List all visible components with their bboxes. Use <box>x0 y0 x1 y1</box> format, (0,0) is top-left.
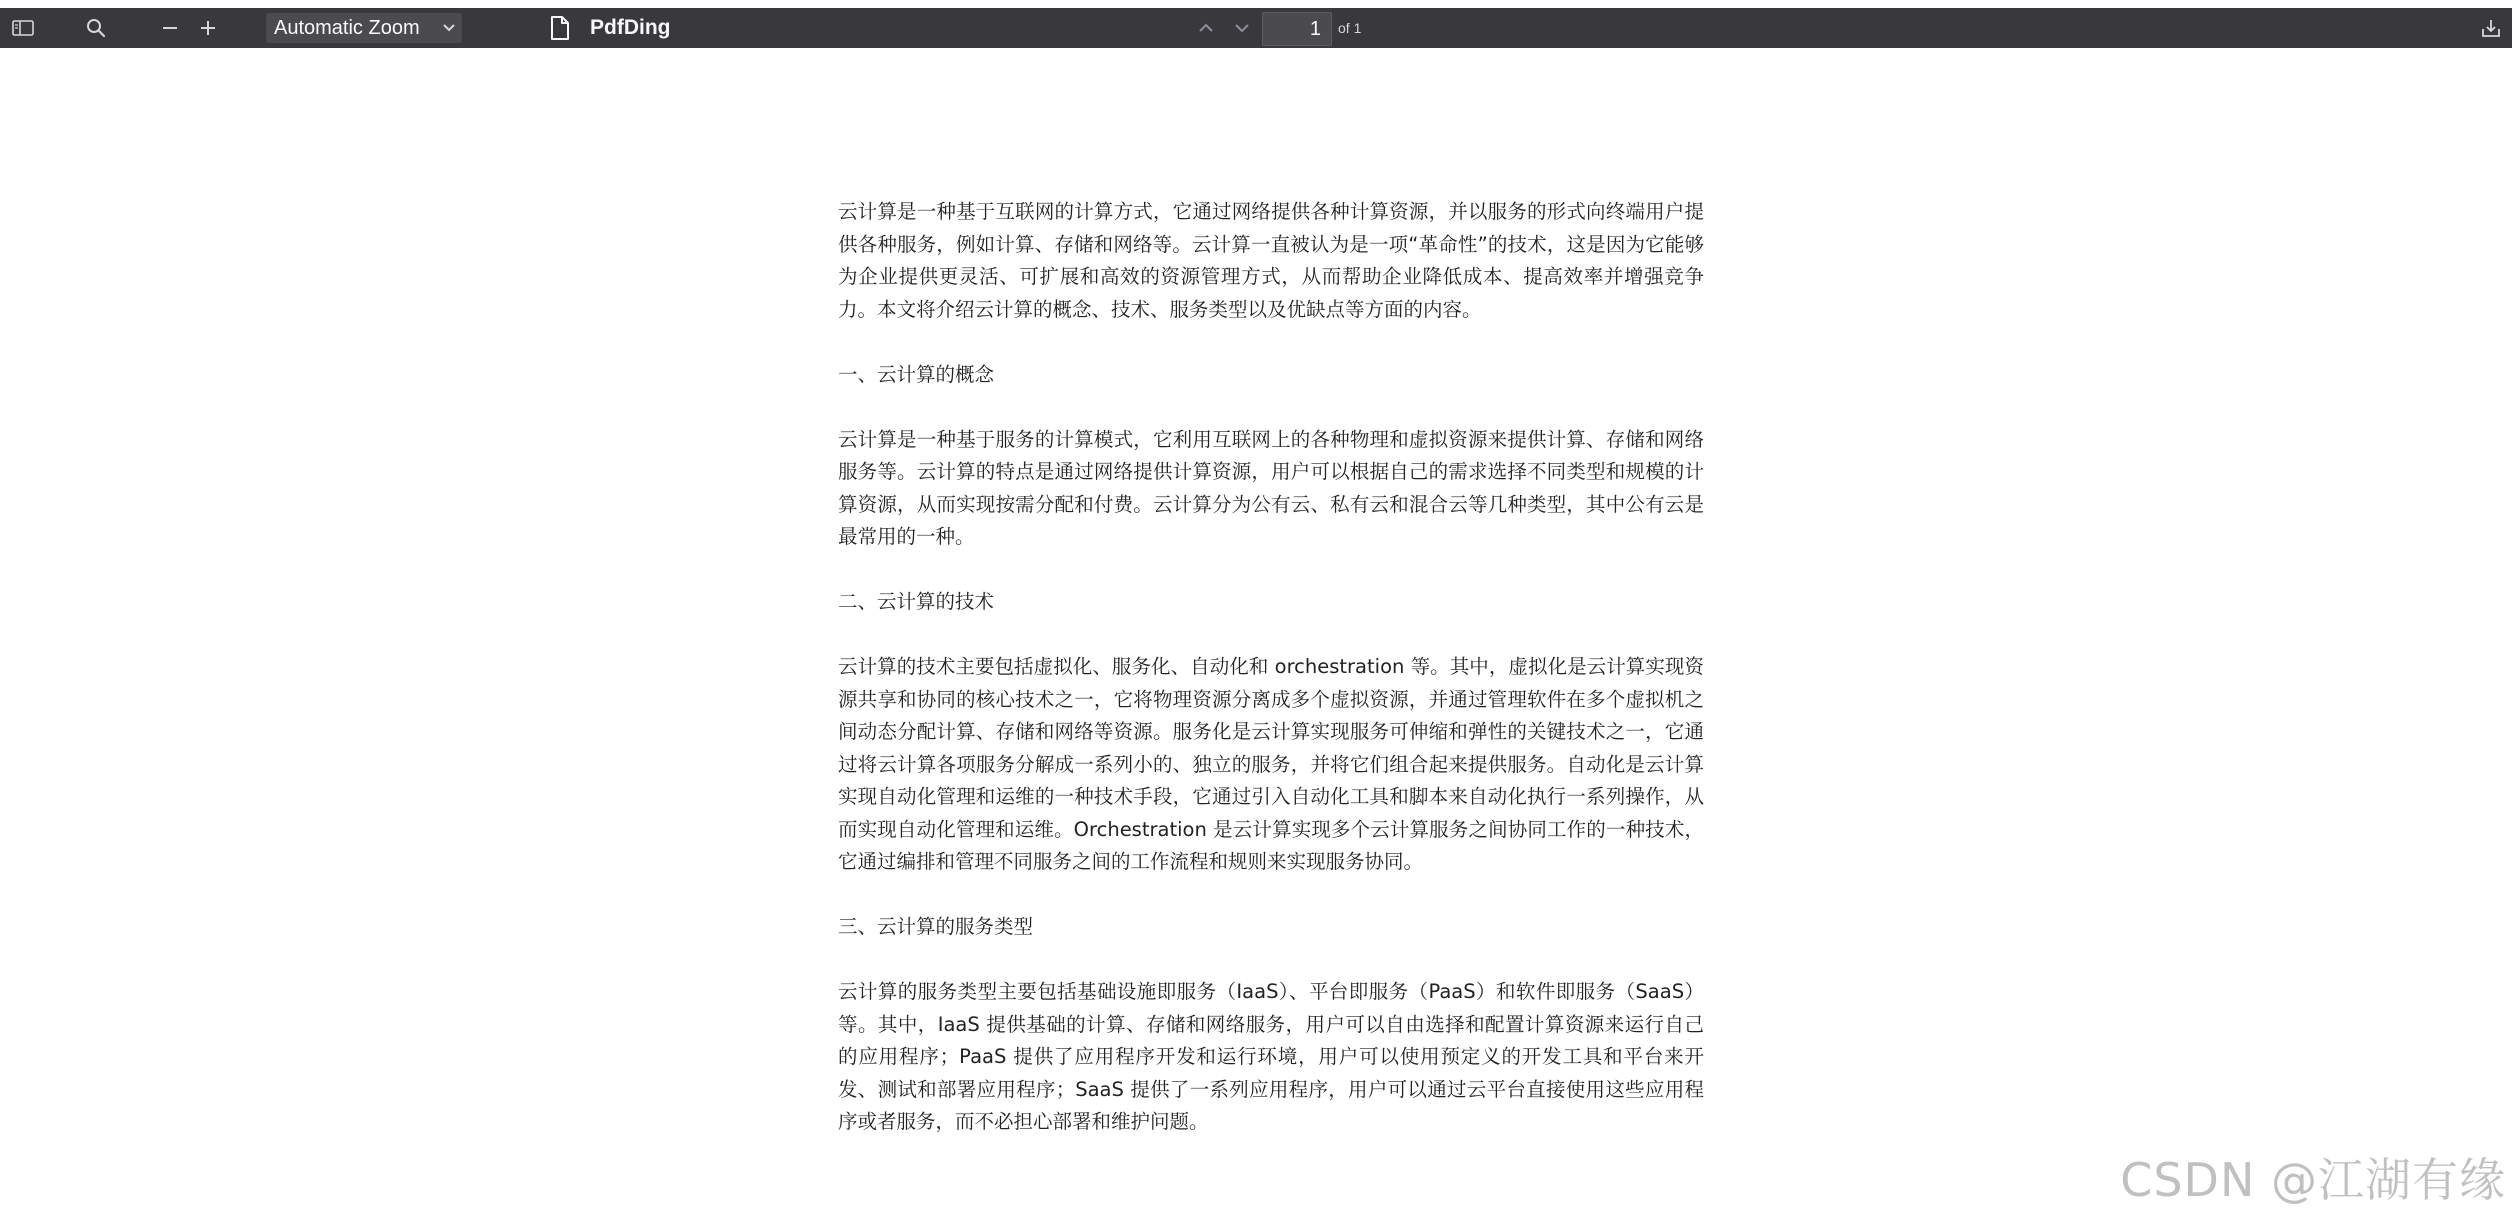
next-page-button[interactable] <box>1226 12 1258 44</box>
section-heading-service-types: 三、云计算的服务类型 <box>838 915 1034 938</box>
technology-paragraph: 云计算的技术主要包括虚拟化、服务化、自动化和 orchestration 等。其中，虚拟化是云计算实现资源共享和协同的核心技术之一，它将物理资源分离成多个虚拟资源，并通过管理软件在多个虚拟机之间动态分配计算、存储和网络等资源。服务化是云计算实现服务可伸缩和弹性的关键技术之一，它通过将云计算各项服务分解成一系列小的、独立的服务，并将它们组合起来提供服务。自动化是云计算实现自动化管理和运维的一种技术手段，它通过引入自动化工具和脚本来自动化执行一系列操作，从而实现自动化管理和运维。Orchestration 是云计算实现多个云计算服务之间协同工作的一种技术，它通过编排和管理不同服务之间的工作流程和规则来实现服务协同。 <box>838 655 1704 873</box>
zoom-out-button[interactable] <box>152 12 188 44</box>
page-count-label: of 1 <box>1338 20 1362 36</box>
document-icon <box>546 14 574 42</box>
section-heading-technology: 二、云计算的技术 <box>838 590 995 613</box>
search-icon <box>86 18 106 38</box>
sidebar-toggle-button[interactable] <box>4 12 42 44</box>
page-number-input[interactable] <box>1262 12 1332 46</box>
section-heading-concept: 一、云计算的概念 <box>838 362 995 386</box>
watermark: CSDN @江湖有缘 <box>2120 1153 2506 1207</box>
chevron-down-icon <box>436 13 462 43</box>
zoom-select-value: Automatic Zoom <box>274 16 420 39</box>
document-title: PdfDing <box>590 16 671 39</box>
pdf-page <box>838 196 1704 1171</box>
chevron-down-icon <box>1234 22 1250 34</box>
plus-icon <box>199 19 217 37</box>
sidebar-toggle-icon <box>12 20 34 36</box>
pdf-viewer-area[interactable] <box>0 48 2512 1216</box>
chevron-up-icon <box>1198 22 1214 34</box>
window-top-strip <box>0 0 2512 8</box>
pdf-toolbar <box>0 8 2512 48</box>
zoom-select[interactable] <box>266 13 462 43</box>
intro-paragraph: 云计算是一种基于互联网的计算方式，它通过网络提供各种计算资源，并以服务的形式向终端用户提供各种服务，例如计算、存储和网络等。云计算一直被认为是一项“革命性”的技术，这是因为它能够为企业提供更灵活、可扩展和高效的资源管理方式，从而帮助企业降低成本、提高效率并增强竞争力。本文将介绍云计算的概念、技术、服务类型以及优缺点等方面的内容。 <box>838 200 1704 321</box>
download-icon <box>2481 18 2501 38</box>
find-button[interactable] <box>78 12 114 44</box>
zoom-in-button[interactable] <box>190 12 226 44</box>
concept-paragraph: 云计算是一种基于服务的计算模式，它利用互联网上的各种物理和虚拟资源来提供计算、存储和网络服务等。云计算的特点是通过网络提供计算资源，用户可以根据自己的需求选择不同类型和规模的计算资源，从而实现按需分配和付费。云计算分为公有云、私有云和混合云等几种类型，其中公有云是最常用的一种。 <box>838 427 1704 548</box>
previous-page-button[interactable] <box>1190 12 1222 44</box>
download-button[interactable] <box>2474 12 2508 44</box>
minus-icon <box>161 19 179 37</box>
service-types-paragraph: 云计算的服务类型主要包括基础设施即服务（IaaS）、平台即服务（PaaS）和软件即服务（SaaS）等。其中，IaaS 提供基础的计算、存储和网络服务，用户可以自由选择和配置计算资源来运行自己的应用程序；PaaS 提供了应用程序开发和运行环境，用户可以使用预定义的开发工具和平台来开发、测试和部署应用程序；SaaS 提供了一系列应用程序，用户可以通过云平台直接使用这些应用程序或者服务，而不必担心部署和维护问题。 <box>838 980 1704 1133</box>
